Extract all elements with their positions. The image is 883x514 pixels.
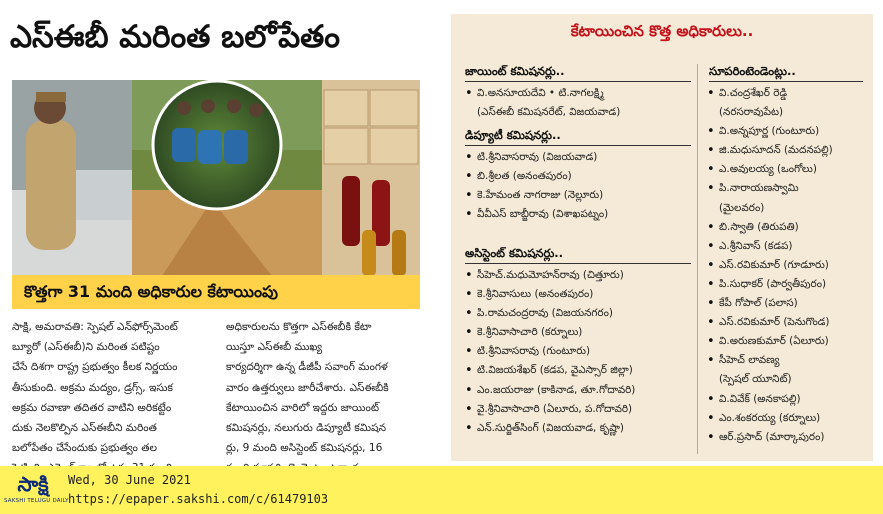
list-item: (నరసరావుపేట) bbox=[719, 106, 784, 119]
section-rule bbox=[709, 81, 863, 82]
body-line: తీసుకుంది. అక్రమ మద్యం, డ్రగ్స్, ఇసుక bbox=[12, 381, 173, 394]
list-item: • సీహెచ్.మధుమోహన్‌రావు (చిత్తూరు) bbox=[463, 266, 695, 285]
edition-date: Wed, 30 June 2021 bbox=[68, 473, 191, 487]
body-line: కేటాయించిన వారిలో ఇద్దరు జాయింట్ bbox=[226, 401, 380, 414]
list-item: • కె.శ్రీనివాసాచారి (కర్నూలు) bbox=[463, 323, 695, 342]
body-line: వారం ఉత్తర్వులు జారీచేశారు. ఎస్ఈబీకి bbox=[226, 381, 389, 394]
list-item: • ఎ.శ్రీనివాస్ (కడప) bbox=[705, 237, 869, 256]
list-item: • వి.అరుణకుమార్ (ఏలూరు) bbox=[705, 332, 869, 351]
list-item: • కేపీ గోపాల్ (పలాస) bbox=[705, 294, 869, 313]
logo-text: సాక్షి bbox=[17, 472, 49, 496]
superintendents-heading: సూపరింటెండెంట్లు.. bbox=[709, 64, 796, 78]
list-item: • బి.స్వాతి (తిరుపతి) bbox=[705, 218, 869, 237]
list-item: • జి.మధుసూదన్ (మదనపల్లి) bbox=[705, 141, 869, 160]
officers-panel bbox=[451, 14, 873, 461]
superintendents-list bbox=[705, 84, 869, 447]
list-item: • వీవీఎస్ బాబ్జీరావు (విశాఖపట్నం) bbox=[463, 205, 695, 224]
list-item: (స్పెషల్ యూనిట్) bbox=[719, 373, 792, 386]
section-rule bbox=[465, 263, 691, 264]
body-line: దుకు నెలకొల్పిన ఎస్ఈబీని మరింత bbox=[12, 422, 157, 435]
list-item: • పి.సుధాకర్ (పార్వతీపురం) bbox=[705, 275, 869, 294]
footer-bar bbox=[0, 466, 883, 514]
assistant-commissioners-heading: అసిస్టెంట్ కమిషనర్లు.. bbox=[465, 246, 564, 260]
list-item: • ఎన్.సుర్జిత్‌సింగ్ (విజయవాడ, కృష్ణా) bbox=[463, 419, 695, 438]
body-line: అధికారులను కొత్తగా ఎస్ఈబీకి కేటా bbox=[226, 321, 372, 333]
list-item: • కె.హేమంత నాగరాజు (నెల్లూరు) bbox=[463, 186, 695, 205]
list-item: • ఎస్.రవికుమార్ (గూడూరు) bbox=[705, 256, 869, 275]
body-line: ర్లు, 9 మంది అసిస్టెంట్ కమిషనర్లు, 16 bbox=[226, 442, 383, 455]
article-body-column-2 bbox=[226, 317, 430, 479]
list-item: (ఎస్ఈబీ కమిషనరేట్, విజయవాడ) bbox=[477, 106, 621, 119]
headline: ఎస్ఈబీ మరింత బలోపేతం bbox=[10, 19, 340, 55]
body-line: యిస్తూ ఎస్ఈబీ ముఖ్య bbox=[226, 341, 323, 354]
list-item: • ఆర్.ప్రసాద్ (మార్కాపురం) bbox=[705, 428, 869, 447]
list-item: • పి.రామచంద్రరావు (విజయనగరం) bbox=[463, 304, 695, 323]
list-item: • వై.శ్రీనివాసాచారి (ఏలూరు, ప.గోదావరి) bbox=[463, 400, 695, 419]
column-divider bbox=[697, 64, 698, 454]
body-line: కమిషనర్లు, నలుగురు డిప్యూటీ కమిషన bbox=[226, 422, 387, 435]
deputy-commissioners-heading: డిప్యూటీ కమిషనర్లు.. bbox=[465, 128, 561, 142]
list-item: • వి.అన్నపూర్ణ (గుంటూరు) bbox=[705, 122, 869, 141]
list-item: • ఎం.జయరాజు (కాకినాడ, తూ.గోదావరి) bbox=[463, 381, 695, 400]
sakshi-logo bbox=[4, 470, 69, 510]
body-line: అక్రమ రవాణా తదితర వాటిని అరికట్టేం bbox=[12, 401, 172, 414]
section-rule bbox=[465, 145, 691, 146]
list-item: • వి.అనసూయదేవి • టి.నాగలక్ష్మి bbox=[463, 84, 695, 103]
body-line: సాక్షి, అమరావతి: స్పెషల్ ఎన్‌ఫోర్స్‌మెంట్ bbox=[12, 321, 178, 333]
body-line: కార్యదర్శిగా ఉన్న డీజీపీ సవాంగ్ మంగళ bbox=[226, 361, 388, 374]
joint-commissioners-list bbox=[463, 84, 695, 122]
article-body-column-1 bbox=[12, 317, 216, 479]
list-item: • టి.విజయశేఖర్ (కడప, వైఎస్సార్ జిల్లా) bbox=[463, 361, 695, 380]
list-item: • పి.నారాయణస్వామి bbox=[705, 179, 869, 198]
epaper-link[interactable]: https://epaper.sakshi.com/c/61479103 bbox=[68, 492, 329, 506]
list-item: • వి.వివేక్ (అనకాపల్లి) bbox=[705, 390, 869, 409]
assistant-commissioners-list bbox=[463, 266, 695, 438]
list-item: • ఎం.శంకరయ్య (కర్నూలు) bbox=[705, 409, 869, 428]
list-item: • ఎస్.రవికుమార్ (పెనుగొండ) bbox=[705, 313, 869, 332]
joint-commissioners-heading: జాయింట్ కమిషనర్లు.. bbox=[465, 64, 565, 78]
photo-caption: కొత్తగా 31 మంది అధికారుల కేటాయింపు bbox=[12, 275, 420, 309]
news-photo-illustration bbox=[12, 80, 420, 276]
news-photo bbox=[12, 80, 420, 276]
body-line: చేసే దిశగా రాష్ట్ర ప్రభుత్వం కీలక నిర్ణయం bbox=[12, 361, 178, 374]
section-rule bbox=[465, 81, 691, 82]
body-line: బ్యూరో (ఎస్ఈబీ)ని మరింత పటిష్టం bbox=[12, 341, 160, 354]
list-item: • టి.శ్రీనివాసరావు (విజయవాడ) bbox=[463, 148, 695, 167]
list-item: • వి.చంద్రశేఖర్ రెడ్డి bbox=[705, 84, 869, 103]
deputy-commissioners-list bbox=[463, 148, 695, 224]
body-line: బలోపేతం చేసేందుకు ప్రభుత్వం తల bbox=[12, 442, 157, 455]
panel-title: కేటాయించిన కొత్త అధికారులు.. bbox=[570, 22, 754, 40]
logo-subtext: SAKSHI TELUGU DAILY bbox=[4, 498, 69, 504]
list-item: • బి.శ్రీలత (అనంతపురం) bbox=[463, 167, 695, 186]
list-item: (మైలవరం) bbox=[719, 201, 765, 214]
list-item: • కె.శ్రీనివాసులు (అనంతపురం) bbox=[463, 285, 695, 304]
list-item: • సీహెచ్ లావణ్య bbox=[705, 351, 869, 370]
list-item: • ఎ.అవులయ్య (ఒంగోలు) bbox=[705, 160, 869, 179]
list-item: • టి.శ్రీనివాసరావు (గుంటూరు) bbox=[463, 342, 695, 361]
